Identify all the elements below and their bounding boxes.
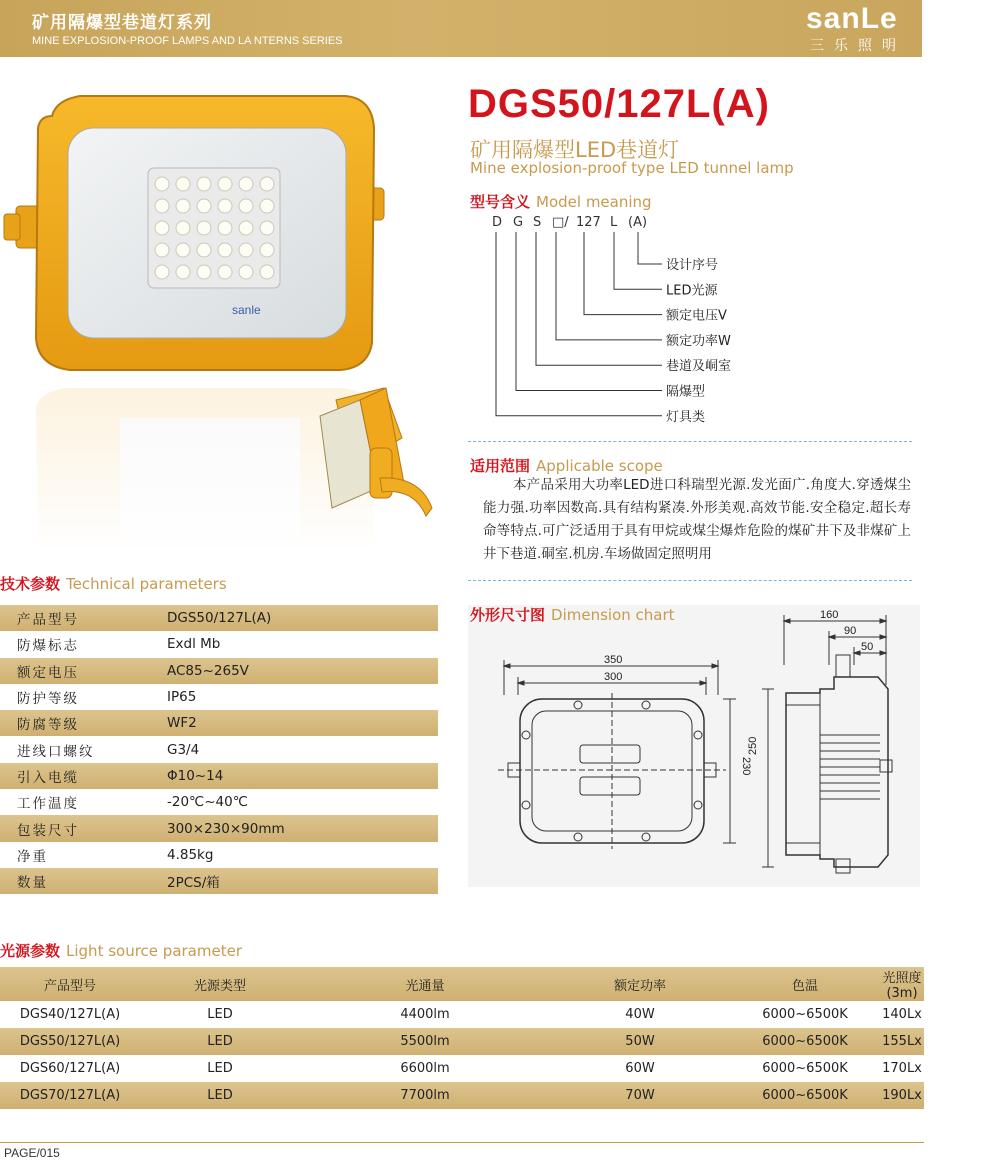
light-cell: 40W bbox=[625, 1007, 655, 1022]
led-chip bbox=[155, 199, 169, 213]
light-cell: LED bbox=[207, 1061, 233, 1076]
model-code-part: D bbox=[492, 215, 503, 230]
led-chip bbox=[260, 221, 274, 235]
brand-logo: sanLe bbox=[806, 2, 898, 35]
model-code-part: □/ bbox=[552, 215, 569, 230]
model-leader-line bbox=[516, 232, 662, 391]
light-column-header: 产品型号 bbox=[0, 967, 140, 1001]
series-title-cn: 矿用隔爆型巷道灯系列 bbox=[32, 13, 212, 33]
tech-key: 额定电压 bbox=[0, 658, 167, 684]
tech-value: Φ10~14 bbox=[167, 763, 438, 789]
tech-row bbox=[0, 710, 438, 736]
led-chip bbox=[260, 243, 274, 257]
footer-line bbox=[0, 1142, 924, 1143]
model-leader-line bbox=[638, 232, 662, 264]
tech-table bbox=[0, 605, 438, 894]
tech-value: AC85~265V bbox=[167, 658, 438, 684]
dim-250: 250 bbox=[747, 736, 759, 755]
led-chip bbox=[155, 221, 169, 235]
tech-value: G3/4 bbox=[167, 741, 200, 758]
scope-heading-en: Applicable scope bbox=[536, 457, 663, 475]
tech-key: 产品型号 bbox=[0, 605, 167, 631]
light-cell: 140Lx bbox=[882, 1007, 922, 1022]
model-code-part: S bbox=[533, 215, 542, 230]
dim-300: 300 bbox=[604, 671, 623, 683]
tech-row bbox=[0, 789, 438, 815]
led-chip bbox=[218, 177, 232, 191]
light-cell: DGS50/127L(A) bbox=[0, 1028, 140, 1055]
tech-row bbox=[0, 763, 438, 789]
led-chip bbox=[176, 221, 190, 235]
model-meaning-item: 巷道及峒室 bbox=[666, 359, 732, 375]
page-number: PAGE/015 bbox=[4, 1146, 60, 1160]
model-leader-line bbox=[584, 232, 662, 315]
light-row bbox=[0, 1055, 924, 1082]
model-meaning-heading-cn: 型号含义 bbox=[470, 193, 531, 211]
tech-key: 净重 bbox=[17, 848, 48, 865]
led-chip bbox=[197, 221, 211, 235]
tech-value: IP65 bbox=[167, 689, 197, 706]
tech-heading-cn: 技术参数 bbox=[0, 575, 61, 593]
light-cell: 4400lm bbox=[400, 1007, 450, 1022]
brand-name-cn: 三乐照明 bbox=[810, 38, 906, 54]
dimension-heading-en: Dimension chart bbox=[551, 606, 675, 624]
led-chip bbox=[155, 265, 169, 279]
light-cell: 170Lx bbox=[882, 1061, 922, 1076]
light-cell: DGS40/127L(A) bbox=[19, 1007, 121, 1022]
led-chip bbox=[218, 243, 232, 257]
led-chip bbox=[176, 243, 190, 257]
tech-value: -20℃~40℃ bbox=[167, 794, 248, 811]
dim-160: 160 bbox=[820, 609, 839, 621]
led-chip bbox=[197, 265, 211, 279]
model-leader-line bbox=[536, 232, 662, 365]
tech-row bbox=[0, 658, 438, 684]
tech-row bbox=[0, 631, 438, 657]
lamp-logo: sanle bbox=[232, 303, 261, 317]
light-cell: DGS60/127L(A) bbox=[19, 1061, 121, 1076]
light-heading bbox=[0, 940, 242, 961]
light-cell: 5500lm bbox=[300, 1028, 550, 1055]
heat-sink-fins bbox=[820, 735, 880, 799]
scope-heading bbox=[470, 455, 663, 476]
model-leader-line bbox=[556, 232, 662, 340]
light-row bbox=[0, 1001, 924, 1028]
tech-key: 进线口螺纹 bbox=[17, 743, 95, 760]
tech-key: 防腐等级 bbox=[0, 710, 167, 736]
light-heading-cn: 光源参数 bbox=[0, 942, 61, 960]
tech-key: 防护等级 bbox=[17, 691, 79, 708]
light-cell: 6000~6500K bbox=[762, 1007, 848, 1022]
light-row bbox=[0, 1082, 924, 1109]
tech-key: 包装尺寸 bbox=[0, 815, 167, 841]
light-column-header: 色温 bbox=[730, 967, 880, 1001]
model-meaning-item: 隔爆型 bbox=[666, 384, 706, 400]
model-meaning-item: 额定电压V bbox=[666, 308, 727, 324]
tech-row bbox=[0, 605, 438, 631]
tech-key: 防爆标志 bbox=[17, 638, 79, 655]
led-chip bbox=[218, 221, 232, 235]
dimension-heading bbox=[470, 604, 675, 625]
led-chip bbox=[197, 243, 211, 257]
led-chip bbox=[176, 199, 190, 213]
tech-key: 数量 bbox=[0, 868, 167, 894]
light-cell: LED bbox=[140, 1082, 300, 1109]
light-cell: 50W bbox=[550, 1028, 730, 1055]
scope-heading-cn: 适用范围 bbox=[470, 457, 531, 475]
light-cell: LED bbox=[207, 1007, 233, 1022]
light-row bbox=[0, 1028, 924, 1055]
model-code-part: (A) bbox=[628, 215, 648, 230]
led-chip bbox=[197, 199, 211, 213]
tech-key: 工作温度 bbox=[17, 796, 79, 813]
tech-row bbox=[0, 815, 438, 841]
light-cell: 7700lm bbox=[300, 1082, 550, 1109]
tech-key: 引入电缆 bbox=[0, 763, 167, 789]
tech-heading bbox=[0, 573, 227, 594]
tech-value: Exdl Mb bbox=[167, 636, 221, 653]
model-meaning-diagram bbox=[480, 208, 780, 433]
light-column-header: 光照度(3m) bbox=[880, 967, 924, 1001]
tech-row bbox=[0, 684, 438, 710]
light-cell: 6000~6500K bbox=[730, 1082, 880, 1109]
model-meaning-heading-en: Model meaning bbox=[536, 193, 652, 211]
led-chip bbox=[218, 265, 232, 279]
model-code-part: 127 bbox=[576, 215, 601, 230]
product-subtitle-en: Mine explosion-proof type LED tunnel lamp bbox=[470, 159, 794, 177]
dim-230: 230 bbox=[740, 757, 752, 776]
dim-90: 90 bbox=[844, 625, 857, 637]
model-code-part: L bbox=[610, 215, 618, 230]
light-cell: 6000~6500K bbox=[730, 1028, 880, 1055]
product-model-title: DGS50/127L(A) bbox=[468, 82, 770, 126]
scope-paragraph: 本产品采用大功率LED进口科瑞型光源.发光面广.角度大.穿透煤尘能力强.功率因数高.具有结构紧凑.外形美观.高效节能.安全稳定.超长寿命等特点.可广泛适用于具有甲烷或煤尘爆炸危险的煤矿井下及非煤矿上井下巷道.硐室.机房.车场做固定照明用 bbox=[483, 477, 911, 562]
led-chip bbox=[155, 243, 169, 257]
led-chip bbox=[155, 177, 169, 191]
led-chip bbox=[239, 265, 253, 279]
led-chip bbox=[260, 199, 274, 213]
dim-50: 50 bbox=[861, 641, 874, 653]
led-chip bbox=[176, 265, 190, 279]
series-title-en: MINE EXPLOSION-PROOF LAMPS AND LA NTERNS SERIES bbox=[32, 35, 343, 47]
light-cell: 190Lx bbox=[880, 1082, 924, 1109]
led-chip bbox=[239, 177, 253, 191]
tech-heading-en: Technical parameters bbox=[66, 575, 227, 593]
product-subtitle-cn: 矿用隔爆型LED巷道灯 bbox=[470, 138, 680, 162]
light-cell: LED bbox=[140, 1028, 300, 1055]
dimension-heading-cn: 外形尺寸图 bbox=[470, 606, 546, 624]
light-cell: DGS70/127L(A) bbox=[0, 1082, 140, 1109]
led-chip bbox=[260, 177, 274, 191]
light-column-header: 光源类型 bbox=[140, 967, 300, 1001]
led-chip bbox=[197, 177, 211, 191]
model-leader-line bbox=[496, 232, 662, 416]
model-meaning-item: 额定功率W bbox=[666, 333, 731, 349]
led-chip bbox=[239, 243, 253, 257]
section-divider bbox=[468, 580, 912, 581]
led-chip bbox=[176, 177, 190, 191]
tech-value: 2PCS/箱 bbox=[167, 868, 438, 894]
model-code-part: G bbox=[513, 215, 524, 230]
light-cell: 60W bbox=[625, 1061, 655, 1076]
tech-row bbox=[0, 868, 438, 894]
tech-value: DGS50/127L(A) bbox=[167, 605, 438, 631]
lamp-front bbox=[4, 96, 384, 370]
model-meaning-item: 设计序号 bbox=[666, 258, 719, 273]
product-photo bbox=[0, 88, 440, 558]
light-cell: 155Lx bbox=[880, 1028, 924, 1055]
dimension-drawing bbox=[468, 605, 920, 887]
section-divider bbox=[468, 441, 912, 442]
tech-value: 4.85kg bbox=[167, 846, 214, 863]
light-cell: 70W bbox=[550, 1082, 730, 1109]
led-chip bbox=[239, 199, 253, 213]
light-table bbox=[0, 967, 924, 1109]
model-meaning-item: 灯具类 bbox=[666, 409, 706, 425]
dim-350: 350 bbox=[604, 654, 623, 666]
led-chip bbox=[260, 265, 274, 279]
light-cell: 6000~6500K bbox=[762, 1061, 848, 1076]
tech-value: 300×230×90mm bbox=[167, 815, 438, 841]
light-column-header: 额定功率 bbox=[550, 967, 730, 1001]
model-meaning-item: LED光源 bbox=[666, 283, 718, 299]
light-heading-en: Light source parameter bbox=[66, 942, 242, 960]
tech-value: WF2 bbox=[167, 710, 438, 736]
tech-row bbox=[0, 736, 438, 762]
led-chip bbox=[239, 221, 253, 235]
led-chip bbox=[218, 199, 232, 213]
tech-row bbox=[0, 842, 438, 868]
light-cell: 6600lm bbox=[400, 1061, 450, 1076]
light-column-header: 光通量 bbox=[300, 967, 550, 1001]
